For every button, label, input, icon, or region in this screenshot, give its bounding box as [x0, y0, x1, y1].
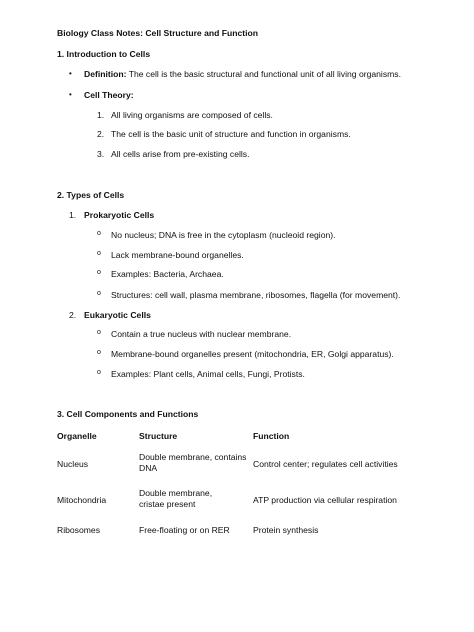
eukaryotic-item: Contain a true nucleus with nuclear membrane.	[111, 329, 292, 339]
prokaryotic-item: Examples: Bacteria, Archaea.	[111, 269, 224, 279]
table-cell-structure: Free-floating or on RER	[139, 525, 230, 535]
prokaryotic-item: Structures: cell wall, plasma membrane, ribosomes, flagella (for movement).	[111, 290, 401, 300]
table-cell-function: Control center; regulates cell activities	[253, 459, 398, 469]
bullet-icon: •	[69, 90, 72, 99]
table-cell-organelle: Mitochondria	[57, 495, 107, 505]
section-3-heading: 3. Cell Components and Functions	[57, 409, 199, 419]
bullet-icon: •	[69, 69, 72, 78]
section-1-heading: 1. Introduction to Cells	[57, 49, 151, 59]
eukaryotic-item: Membrane-bound organelles present (mitochondria, ER, Golgi apparatus).	[111, 349, 394, 359]
circle-bullet-icon: o	[97, 250, 101, 257]
definition-text: The cell is the basic structural and functional unit of all living organisms.	[126, 69, 401, 79]
prokaryotic-item: Lack membrane-bound organelles.	[111, 250, 244, 260]
cell-theory-label: Cell Theory:	[84, 90, 134, 100]
table-cell-organelle: Nucleus	[57, 459, 89, 469]
definition-line	[84, 69, 401, 80]
document-title: Biology Class Notes: Cell Structure and Function	[57, 28, 259, 38]
eukaryotic-item: Examples: Plant cells, Animal cells, Fungi, Protists.	[111, 369, 305, 379]
theory-item-number: 3.	[97, 149, 105, 159]
prokaryotic-item: No nucleus; DNA is free in the cytoplasm (nucleoid region).	[111, 230, 336, 240]
table-header-organelle: Organelle	[57, 431, 97, 441]
section-2-heading: 2. Types of Cells	[57, 190, 125, 200]
theory-item-number: 2.	[97, 129, 105, 139]
table-header-structure: Structure	[139, 431, 178, 441]
circle-bullet-icon: o	[97, 230, 101, 237]
circle-bullet-icon: o	[97, 329, 101, 336]
circle-bullet-icon: o	[97, 369, 101, 376]
circle-bullet-icon: o	[97, 290, 101, 297]
table-cell-function: Protein synthesis	[253, 525, 319, 535]
table-cell-function: ATP production via cellular respiration	[253, 495, 397, 505]
table-header-function: Function	[253, 431, 290, 441]
prokaryotic-number: 1.	[69, 210, 77, 220]
eukaryotic-label: Eukaryotic Cells	[84, 310, 151, 320]
table-cell-organelle: Ribosomes	[57, 525, 100, 535]
theory-item-text: All living organisms are composed of cells.	[111, 110, 273, 120]
eukaryotic-number: 2.	[69, 310, 77, 320]
definition-label: Definition:	[84, 69, 127, 79]
table-cell-structure: Double membrane, contains DNA	[139, 452, 247, 473]
circle-bullet-icon: o	[97, 269, 101, 276]
prokaryotic-label: Prokaryotic Cells	[84, 210, 155, 220]
theory-item-number: 1.	[97, 110, 105, 120]
circle-bullet-icon: o	[97, 349, 101, 356]
theory-item-text: The cell is the basic unit of structure and function in organisms.	[111, 129, 351, 139]
theory-item-text: All cells arise from pre-existing cells.	[111, 149, 250, 159]
table-cell-structure: Double membrane, cristae present	[139, 488, 213, 509]
